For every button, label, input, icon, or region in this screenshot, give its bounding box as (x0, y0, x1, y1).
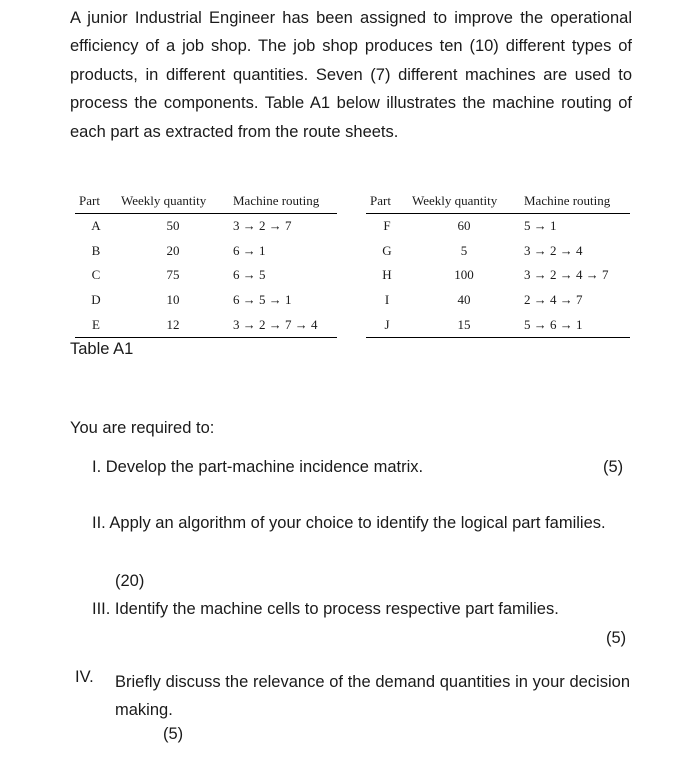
required-label: You are required to: (70, 419, 215, 437)
routing-cell: 5 → 1 (524, 218, 557, 234)
qty-cell: 12 (117, 312, 229, 337)
header-part: Part (75, 189, 117, 214)
table-row (366, 312, 630, 337)
routing-cell: 5 → 6 → 1 (520, 312, 630, 337)
qty-cell: 100 (454, 267, 474, 283)
routing-cell: 6 → 5 → 1 (233, 292, 292, 308)
question-4-marks: (5) (163, 725, 184, 743)
routing-cell: 3 → 2 → 7 (233, 218, 292, 234)
question-3-text: III. Identify the machine cells to process respective part families. (92, 600, 559, 618)
part-cell: A (91, 218, 101, 234)
routing-cell: 2 → 4 → 7 (524, 292, 583, 308)
table-row (75, 239, 337, 264)
header-machine-routing: Machine routing (229, 189, 337, 214)
question-4-text: Briefly discuss the relevance of the demand quantities in your decision making. (115, 673, 630, 719)
header-weekly-quantity: Weekly quantity (117, 189, 229, 214)
routing-cell: 3 → 2 → 4 (524, 242, 583, 258)
routing-cell: 6 → 1 (233, 242, 266, 258)
table-row (75, 263, 337, 288)
table-header-row (366, 189, 630, 214)
table-row (366, 239, 630, 264)
routing-table-right (366, 189, 630, 338)
table-row (75, 214, 337, 239)
qty-cell: 20 (166, 242, 180, 258)
header-machine-routing: Machine routing (520, 189, 630, 214)
intro-paragraph: A junior Industrial Engineer has been assigned to improve the operational efficiency of a job shop. The job shop produces ten (10) different types of products, in different quantities. Seven (7) different machines are used to process the components. Table A1 below illustrates the machine routing of each part as extracted from the route sheets. (70, 9, 632, 141)
qty-cell: 5 (460, 242, 468, 258)
question-1-marks: (5) (603, 458, 624, 476)
part-cell: H (382, 267, 392, 283)
part-cell: G (382, 242, 392, 258)
qty-cell: 15 (408, 312, 520, 337)
part-cell: E (75, 312, 117, 337)
header-part: Part (366, 189, 408, 214)
table-caption: Table A1 (70, 340, 134, 358)
qty-cell: 10 (166, 292, 180, 308)
table-row (366, 214, 630, 239)
table-row (75, 288, 337, 313)
part-cell: F (383, 218, 391, 234)
part-cell: I (384, 292, 390, 308)
part-cell: C (91, 267, 101, 283)
question-2-marks: (20) (115, 572, 145, 590)
part-cell: J (366, 312, 408, 337)
qty-cell: 40 (457, 292, 471, 308)
routing-cell: 6 → 5 (233, 267, 266, 283)
part-cell: D (91, 292, 101, 308)
table-row (366, 263, 630, 288)
question-3-marks: (5) (606, 629, 627, 647)
question-1-text: I. Develop the part-machine incidence matrix. (92, 458, 424, 476)
table-header-row (75, 189, 337, 214)
routing-table-left (75, 189, 337, 338)
table-row (366, 288, 630, 313)
routing-cell: 3 → 2 → 4 → 7 (524, 267, 609, 283)
qty-cell: 75 (166, 267, 180, 283)
question-4-number: IV. (75, 668, 94, 686)
header-weekly-quantity: Weekly quantity (408, 189, 520, 214)
question-2-text: II. Apply an algorithm of your choice to identify the logical part families. (92, 514, 606, 532)
qty-cell: 50 (166, 218, 180, 234)
routing-cell: 3 → 2 → 7 → 4 (229, 312, 337, 337)
table-row (75, 312, 337, 337)
part-cell: B (91, 242, 101, 258)
qty-cell: 60 (457, 218, 471, 234)
